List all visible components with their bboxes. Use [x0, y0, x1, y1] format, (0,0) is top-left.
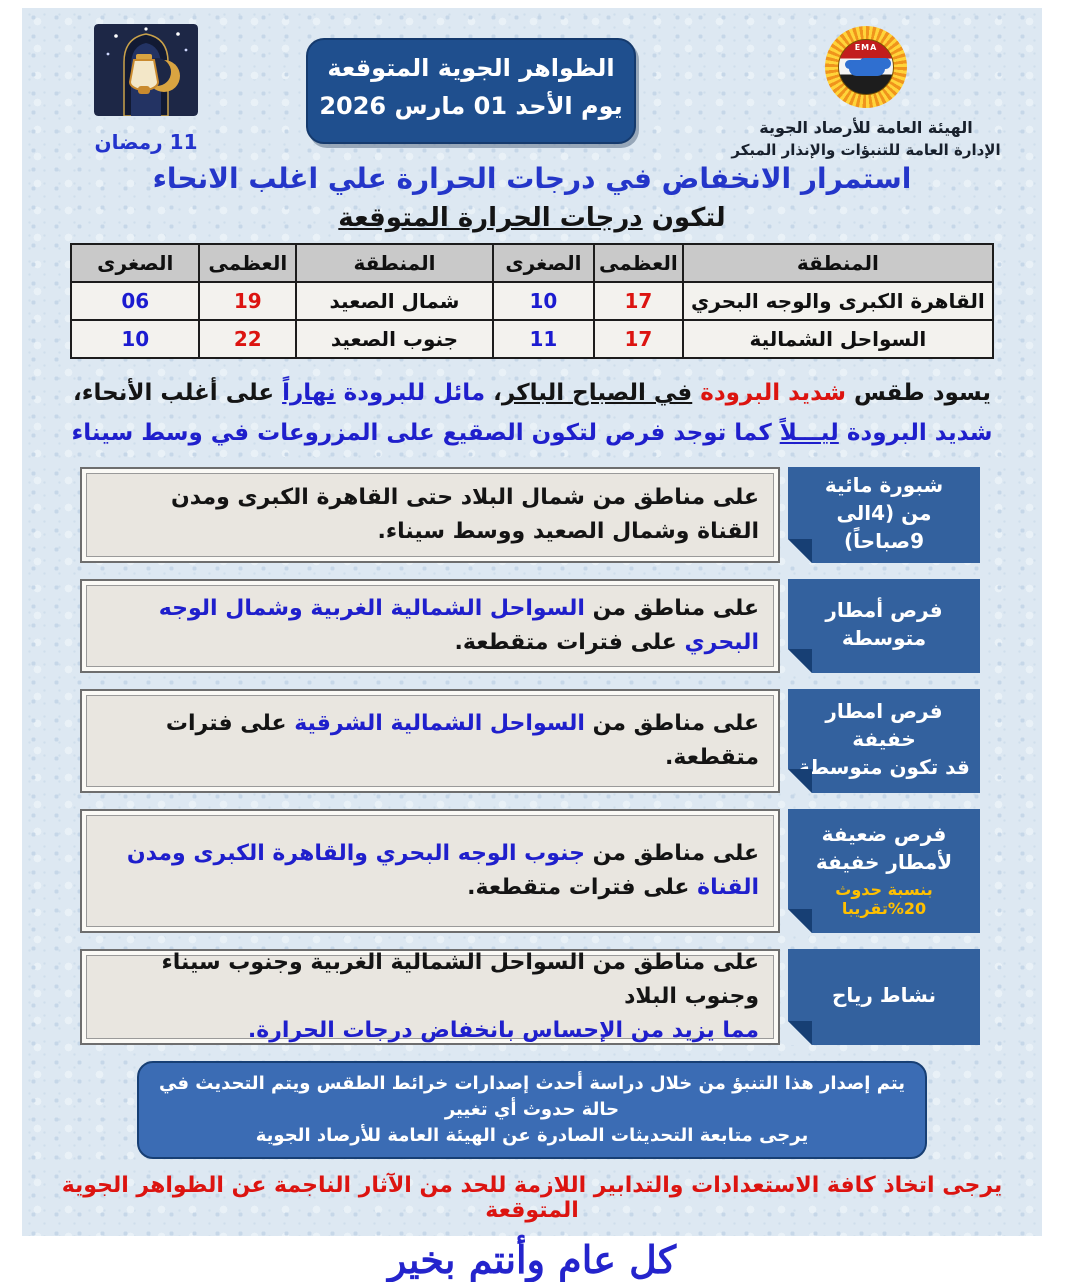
phenomenon-content-text [86, 815, 774, 927]
table-row [71, 320, 993, 358]
content-line [107, 707, 759, 775]
bulletin-page [22, 8, 1042, 1282]
max-temp-cell: 17 [594, 282, 683, 320]
summary-text-underlined: في الصباح الباكر [501, 380, 693, 406]
phenomenon-content-text [86, 695, 774, 787]
summary-text-red: شديد البرودة [692, 380, 846, 406]
summary-paragraph [22, 373, 1042, 453]
summary-text-blue: مائل للبرودة [335, 380, 486, 406]
min-temp-cell: 10 [493, 282, 594, 320]
summary-line-1 [22, 373, 1042, 413]
col-header-min-b: الصغرى [71, 244, 199, 282]
notice-box [137, 1061, 927, 1159]
phenomenon-content-box [80, 689, 780, 793]
phenomenon-label-box [788, 809, 980, 933]
phenomenon-label-box [788, 949, 980, 1045]
min-temp-cell: 06 [71, 282, 199, 320]
content-text: على فترات متقطعة. [165, 711, 759, 770]
phenomenon-label-time: من (4الى 9صباحاً) [836, 501, 932, 553]
agency-block [726, 24, 1006, 159]
content-text-blue: جنوب الوجه البحري والقاهرة الكبرى ومدن القناة [126, 841, 759, 900]
summary-line-2 [22, 413, 1042, 453]
ramadan-block [76, 24, 216, 154]
summary-text: ، [485, 380, 502, 406]
phenomenon-label-box [788, 689, 980, 793]
max-temp-cell: 19 [199, 282, 296, 320]
min-temp-cell: 11 [493, 320, 594, 358]
headline-sub-prefix: لتكون [642, 203, 726, 233]
warning-text: يرجى اتخاذ كافة الاستعدادات والتدابير اللازمة للحد من الآثار الناجمة عن الظواهر الجوية المتوقعة [61, 1173, 1003, 1223]
phenomenon-label: شبورة مائية [824, 473, 944, 497]
phenomenon-content-text [86, 950, 774, 1043]
agency-name: الهيئة العامة للأرصاد الجوية [759, 118, 973, 137]
summary-text: على أغلب الأنحاء، [73, 380, 283, 406]
notice-line-1: يتم إصدار هذا التنبؤ من خلال دراسة أحدث إصدارات خرائط الطقس ويتم التحديث في حالة حدوث أي تغيير [159, 1073, 905, 1120]
content-text: على مناطق من [584, 841, 759, 866]
header [22, 8, 1042, 158]
phenomenon-label-2: لأمطار خفيفة [815, 850, 953, 874]
region-cell: جنوب الصعيد [296, 320, 493, 358]
content-text-blue: السواحل الشمالية الشرقية [294, 711, 585, 736]
ema-logo-text: EMA [854, 43, 878, 52]
content-text: على مناطق من شمال البلاد حتى القاهرة الكبرى ومدن القناة وشمال الصعيد ووسط سيناء. [170, 485, 759, 544]
content-line [107, 837, 759, 905]
summary-text-blue-underlined: نهاراً [282, 380, 336, 406]
content-text: على مناطق من [584, 596, 759, 621]
table-row [71, 282, 993, 320]
phenomenon-content-text [86, 585, 774, 667]
content-text-blue: مما يزيد من الإحساس بانخفاض درجات الحرارة. [247, 1018, 759, 1043]
greeting-calligraphy: كل عام وأنتم بخير [387, 1237, 677, 1282]
region-cell: شمال الصعيد [296, 282, 493, 320]
summary-text-blue: شديد البرودة [838, 420, 993, 446]
phenomenon-row-fog [80, 467, 980, 563]
phenomenon-row-light-rain [80, 689, 980, 793]
content-text-blue: السواحل الشمالية الغربية وشمال الوجه البحري [158, 596, 759, 655]
min-temp-cell: 10 [71, 320, 199, 358]
phenomenon-label: فرص امطار خفيفة [825, 699, 943, 751]
summary-text-blue-underlined: ليـــلاً [779, 420, 839, 446]
content-line [107, 592, 759, 660]
col-header-max-b: العظمى [199, 244, 296, 282]
max-temp-cell: 17 [594, 320, 683, 358]
phenomenon-content-text [86, 473, 774, 557]
title-line-1: الظواهر الجوية المتوقعة [327, 54, 615, 82]
notice-line-2: يرجى متابعة التحديثات الصادرة عن الهيئة العامة للأرصاد الجوية [255, 1125, 809, 1146]
headline-main: استمرار الانخفاض في درجات الحرارة علي اغلب الانحاء [152, 162, 912, 195]
table-header-row [71, 244, 993, 282]
phenomenon-label: فرص أمطار متوسطة [825, 598, 943, 650]
content-text: على فترات متقطعة. [454, 630, 685, 655]
phenomenon-content-box [80, 949, 780, 1045]
phenomenon-label-box [788, 579, 980, 673]
summary-text-blue: كما توجد فرص لتكون الصقيع على المزروعات في وسط سيناء [71, 420, 780, 446]
max-temp-cell: 22 [199, 320, 296, 358]
content-text: على مناطق من السواحل الشمالية الغربية وجنوب سيناء وجنوب البلاد [161, 950, 759, 1009]
col-header-min-a: الصغرى [493, 244, 594, 282]
ramadan-date-label: 11 رمضان [94, 130, 198, 154]
col-header-region-b: المنطقة [296, 244, 493, 282]
agency-department: الإدارة العامة للتنبؤات والإنذار المبكر [731, 141, 1001, 159]
phenomenon-label-box [788, 467, 980, 563]
summary-text: يسود طقس [845, 380, 991, 406]
probability-note: بنسبة حدوث 20%تقريبا [835, 880, 933, 918]
phenomenon-content-box [80, 579, 780, 673]
phenomenon-content-box [80, 809, 780, 933]
phenomenon-label: فرص ضعيفة [821, 822, 947, 846]
phenomenon-label-2: قد تكون متوسطة [798, 755, 970, 779]
phenomenon-content-box [80, 467, 780, 563]
phenomenon-row-weak-rain-chance [80, 809, 980, 933]
phenomenon-label: نشاط رياح [831, 983, 937, 1007]
ramadan-lantern-image [94, 24, 198, 116]
phenomena-blocks [80, 467, 980, 1045]
phenomenon-row-moderate-rain [80, 579, 980, 673]
title-line-2: يوم الأحد 01 مارس 2026 [319, 92, 623, 120]
region-cell: السواحل الشمالية [683, 320, 993, 358]
ema-logo-sun-icon [825, 26, 907, 108]
col-header-region-a: المنطقة [683, 244, 993, 282]
ema-logo-core [838, 39, 894, 95]
cloud-icon [849, 61, 885, 76]
temperatures-table [70, 243, 994, 359]
headline-sub-underlined: درجات الحرارة المتوقعة [338, 203, 643, 233]
content-text: على فترات متقطعة. [467, 875, 698, 900]
content-text: على مناطق من [584, 711, 759, 736]
title-box [306, 38, 636, 144]
col-header-max-a: العظمى [594, 244, 683, 282]
phenomenon-row-wind [80, 949, 980, 1045]
headline-sub [22, 203, 1042, 233]
region-cell: القاهرة الكبرى والوجه البحري [683, 282, 993, 320]
